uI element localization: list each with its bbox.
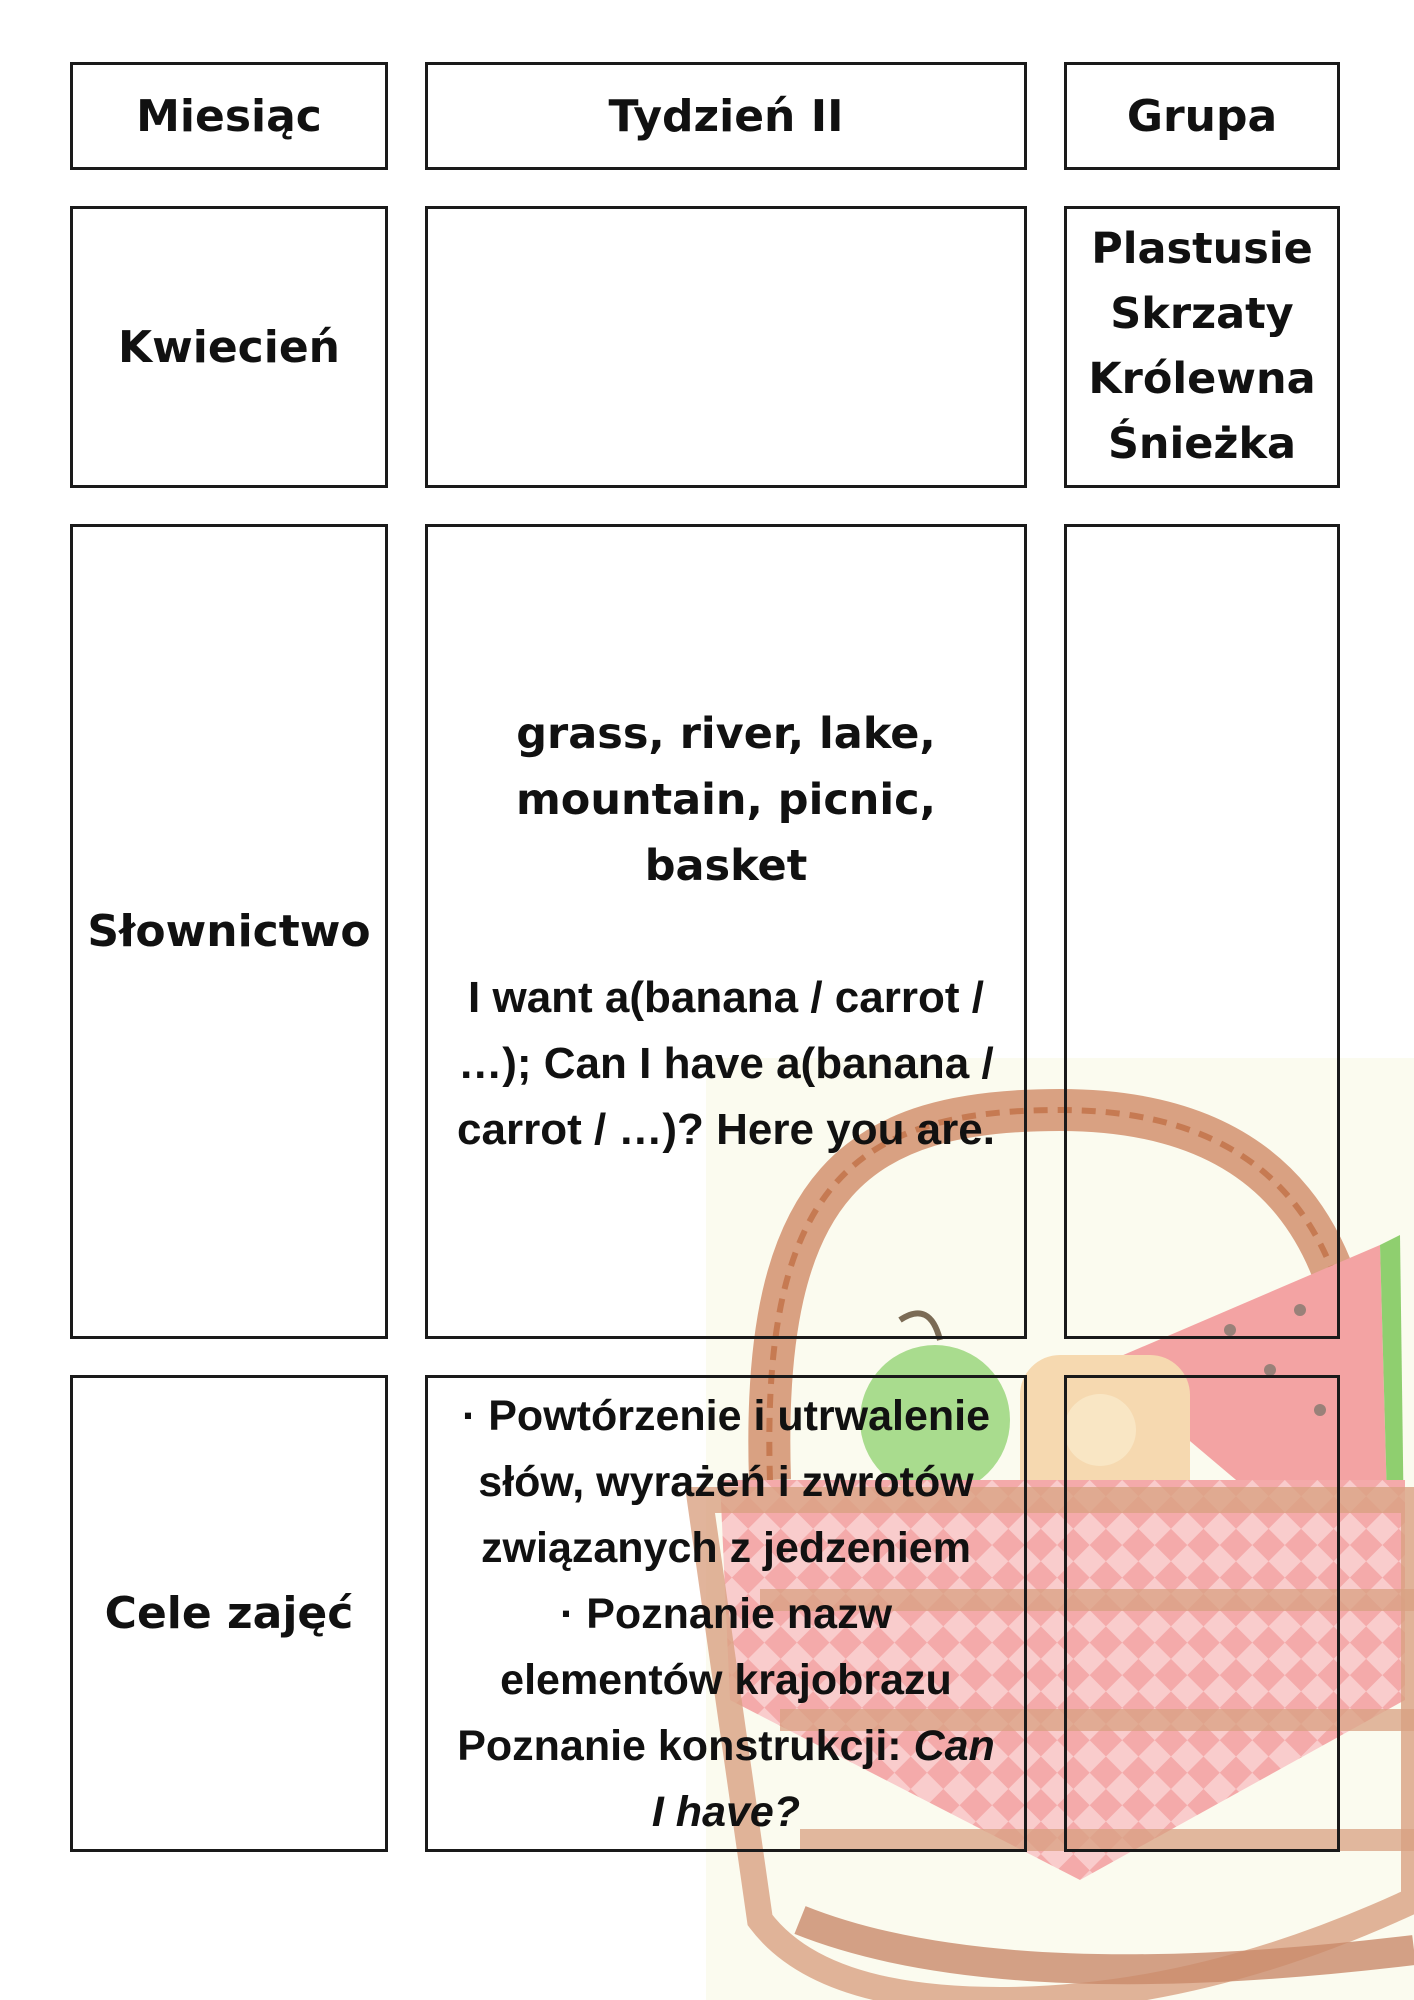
group-header: Grupa bbox=[1126, 90, 1278, 142]
goals-label-cell bbox=[70, 1375, 388, 1852]
month-value-cell bbox=[70, 206, 388, 488]
week-value-cell bbox=[425, 206, 1027, 488]
goals-line: elementów krajobrazu bbox=[500, 1655, 952, 1704]
vocabulary-phrase-line: …); Can I have a(banana / bbox=[458, 1038, 994, 1088]
vocabulary-content-cell bbox=[425, 524, 1027, 1339]
goals-line: słów, wyrażeń i zwrotów bbox=[478, 1457, 974, 1506]
group-name: Królewna bbox=[1088, 354, 1316, 404]
goals-label: Cele zajęć bbox=[104, 1588, 354, 1639]
vocabulary-words-line: grass, river, lake, bbox=[516, 708, 936, 759]
goals-line-italic: I have? bbox=[651, 1787, 801, 1836]
vocabulary-label-cell bbox=[70, 524, 388, 1339]
group-name: Skrzaty bbox=[1110, 289, 1294, 339]
month-value: Kwiecień bbox=[118, 321, 340, 373]
groups-cell bbox=[1064, 206, 1340, 488]
goals-line bbox=[652, 1779, 800, 1845]
goals-line: · Powtórzenie i utrwalenie bbox=[461, 1391, 991, 1440]
goals-line: związanych z jedzeniem bbox=[481, 1523, 971, 1572]
goals-content-cell bbox=[425, 1375, 1027, 1852]
week-header-cell bbox=[425, 62, 1027, 170]
month-header: Miesiąc bbox=[136, 90, 322, 142]
vocabulary-label: Słownictwo bbox=[87, 906, 371, 957]
month-header-cell bbox=[70, 62, 388, 170]
vocabulary-phrase-line: I want a(banana / carrot / bbox=[468, 972, 984, 1022]
week-header: Tydzień II bbox=[608, 90, 844, 142]
goals-line-italic: Can bbox=[913, 1721, 995, 1770]
goals-notes-cell bbox=[1064, 1375, 1340, 1852]
group-header-cell bbox=[1064, 62, 1340, 170]
goals-line-text: Poznanie konstrukcji: bbox=[457, 1721, 914, 1770]
vocabulary-notes-cell bbox=[1064, 524, 1340, 1339]
goals-line bbox=[457, 1713, 995, 1779]
group-name: Plastusie bbox=[1091, 224, 1313, 274]
group-name: Śnieżka bbox=[1107, 419, 1297, 469]
goals-line: · Poznanie nazw bbox=[559, 1589, 893, 1638]
vocabulary-phrase-line: carrot / …)? Here you are. bbox=[457, 1104, 995, 1154]
vocabulary-words-line: mountain, picnic, basket bbox=[516, 774, 936, 891]
